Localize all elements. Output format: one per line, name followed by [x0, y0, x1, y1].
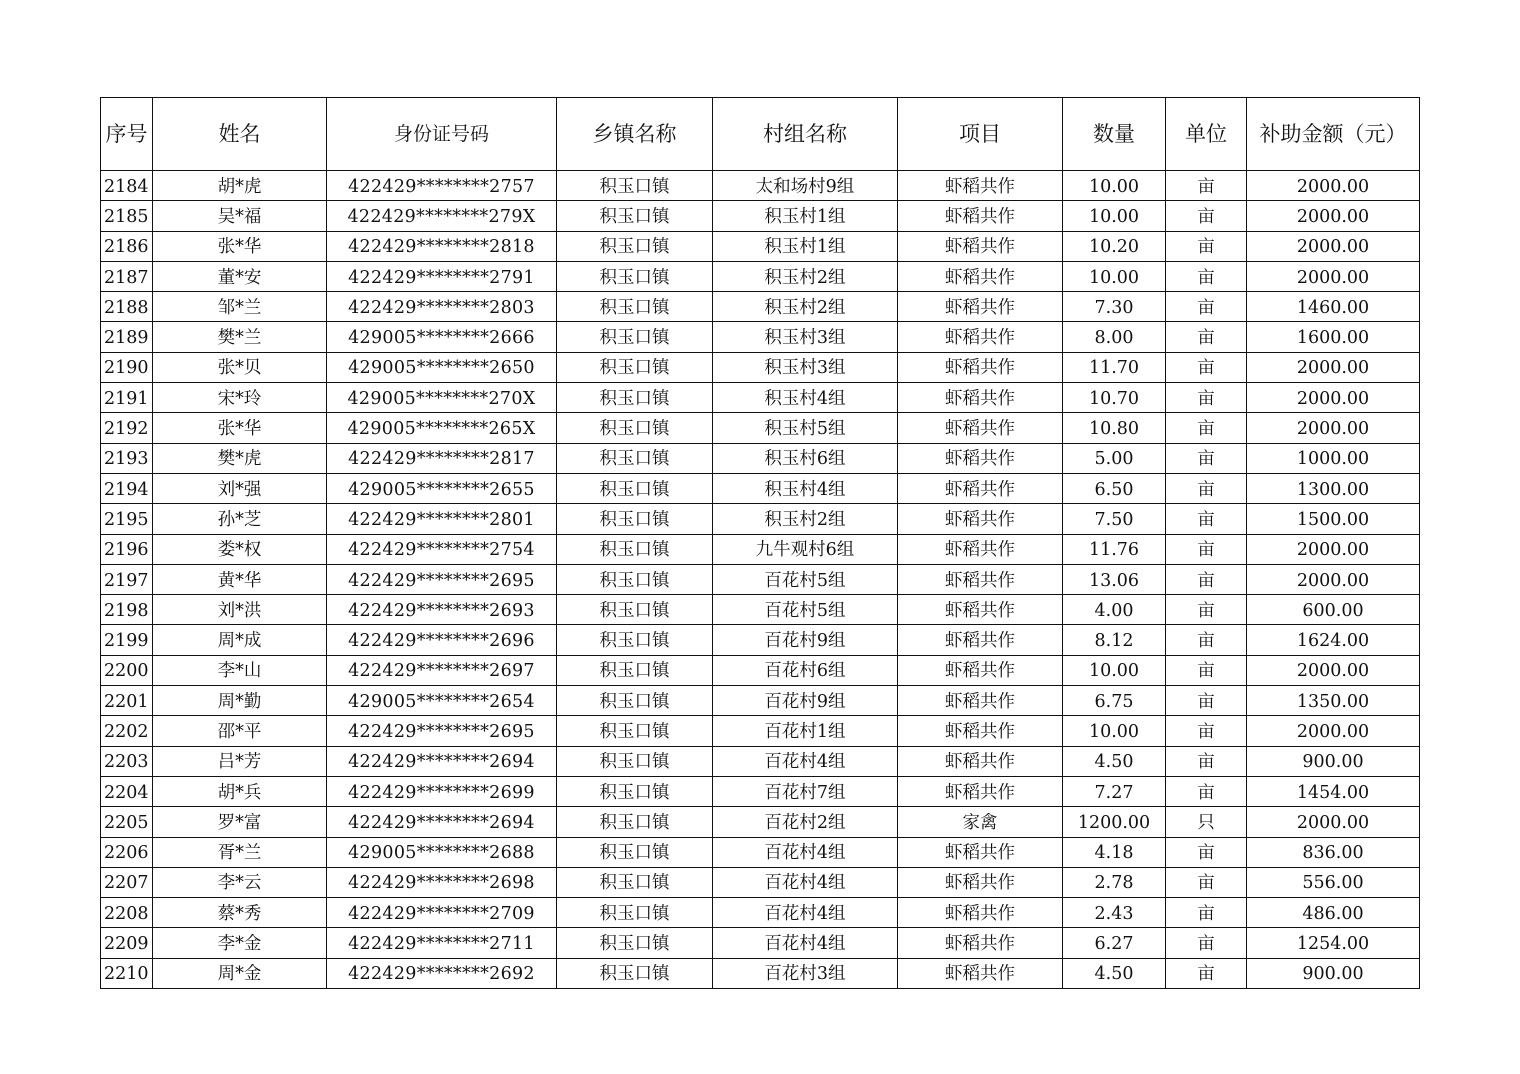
- cell-quantity: 1200.00: [1063, 807, 1166, 837]
- cell-village-group: 百花村5组: [713, 564, 898, 594]
- cell-name: 邹*兰: [153, 292, 327, 322]
- cell-village-group: 百花村7组: [713, 776, 898, 806]
- cell-seq: 2201: [101, 686, 153, 716]
- cell-subsidy: 600.00: [1247, 595, 1420, 625]
- cell-subsidy: 2000.00: [1247, 716, 1420, 746]
- cell-id-number: 422429********2754: [327, 534, 557, 564]
- cell-seq: 2195: [101, 504, 153, 534]
- cell-township: 积玉口镇: [557, 746, 713, 776]
- cell-name: 李*山: [153, 655, 327, 685]
- table-row: [101, 564, 1420, 594]
- cell-township: 积玉口镇: [557, 292, 713, 322]
- header-project: 项目: [898, 98, 1063, 171]
- cell-name: 周*成: [153, 625, 327, 655]
- cell-unit: 亩: [1166, 716, 1247, 746]
- cell-id-number: 422429********2818: [327, 231, 557, 261]
- cell-township: 积玉口镇: [557, 413, 713, 443]
- cell-quantity: 11.70: [1063, 352, 1166, 382]
- cell-id-number: 429005********2650: [327, 352, 557, 382]
- cell-id-number: 422429********2694: [327, 807, 557, 837]
- cell-subsidy: 1600.00: [1247, 322, 1420, 352]
- cell-name: 董*安: [153, 261, 327, 291]
- table-row: [101, 958, 1420, 988]
- cell-project: 虾稻共作: [898, 352, 1063, 382]
- header-quantity: 数量: [1063, 98, 1166, 171]
- cell-id-number: 422429********2803: [327, 292, 557, 322]
- cell-name: 宋*玲: [153, 383, 327, 413]
- cell-project: 虾稻共作: [898, 776, 1063, 806]
- cell-name: 孙*芝: [153, 504, 327, 534]
- cell-subsidy: 1500.00: [1247, 504, 1420, 534]
- cell-seq: 2199: [101, 625, 153, 655]
- cell-id-number: 422429********2791: [327, 261, 557, 291]
- cell-project: 虾稻共作: [898, 473, 1063, 503]
- cell-village-group: 积玉村5组: [713, 413, 898, 443]
- cell-village-group: 百花村3组: [713, 958, 898, 988]
- cell-unit: 亩: [1166, 686, 1247, 716]
- cell-quantity: 13.06: [1063, 564, 1166, 594]
- cell-id-number: 429005********265X: [327, 413, 557, 443]
- cell-name: 张*贝: [153, 352, 327, 382]
- cell-project: 虾稻共作: [898, 867, 1063, 897]
- cell-unit: 亩: [1166, 776, 1247, 806]
- table-row: [101, 383, 1420, 413]
- cell-project: 虾稻共作: [898, 292, 1063, 322]
- cell-id-number: 422429********2817: [327, 443, 557, 473]
- cell-township: 积玉口镇: [557, 473, 713, 503]
- cell-quantity: 10.20: [1063, 231, 1166, 261]
- cell-subsidy: 2000.00: [1247, 655, 1420, 685]
- cell-unit: 亩: [1166, 655, 1247, 685]
- cell-township: 积玉口镇: [557, 564, 713, 594]
- header-seq: 序号: [101, 98, 153, 171]
- cell-seq: 2190: [101, 352, 153, 382]
- cell-seq: 2205: [101, 807, 153, 837]
- cell-seq: 2206: [101, 837, 153, 867]
- cell-quantity: 7.30: [1063, 292, 1166, 322]
- cell-subsidy: 1000.00: [1247, 443, 1420, 473]
- cell-quantity: 8.00: [1063, 322, 1166, 352]
- cell-project: 虾稻共作: [898, 504, 1063, 534]
- cell-unit: 亩: [1166, 261, 1247, 291]
- table-row: [101, 171, 1420, 201]
- cell-name: 樊*虎: [153, 443, 327, 473]
- cell-quantity: 10.00: [1063, 201, 1166, 231]
- cell-subsidy: 1460.00: [1247, 292, 1420, 322]
- cell-village-group: 太和场村9组: [713, 171, 898, 201]
- cell-name: 胡*虎: [153, 171, 327, 201]
- cell-project: 虾稻共作: [898, 261, 1063, 291]
- cell-id-number: 422429********279X: [327, 201, 557, 231]
- cell-subsidy: 1454.00: [1247, 776, 1420, 806]
- cell-id-number: 422429********2697: [327, 655, 557, 685]
- cell-subsidy: 1350.00: [1247, 686, 1420, 716]
- cell-subsidy: 2000.00: [1247, 352, 1420, 382]
- cell-village-group: 百花村9组: [713, 625, 898, 655]
- cell-township: 积玉口镇: [557, 595, 713, 625]
- cell-seq: 2209: [101, 928, 153, 958]
- cell-seq: 2196: [101, 534, 153, 564]
- table-row: [101, 837, 1420, 867]
- table-row: [101, 716, 1420, 746]
- cell-id-number: 422429********2709: [327, 898, 557, 928]
- cell-project: 虾稻共作: [898, 171, 1063, 201]
- cell-township: 积玉口镇: [557, 655, 713, 685]
- cell-id-number: 422429********2695: [327, 564, 557, 594]
- cell-subsidy: 2000.00: [1247, 564, 1420, 594]
- cell-project: 虾稻共作: [898, 534, 1063, 564]
- cell-name: 刘*洪: [153, 595, 327, 625]
- cell-project: 虾稻共作: [898, 837, 1063, 867]
- cell-unit: 亩: [1166, 171, 1247, 201]
- cell-quantity: 10.70: [1063, 383, 1166, 413]
- cell-project: 虾稻共作: [898, 383, 1063, 413]
- cell-id-number: 422429********2757: [327, 171, 557, 201]
- cell-village-group: 百花村1组: [713, 716, 898, 746]
- cell-village-group: 积玉村2组: [713, 292, 898, 322]
- table-row: [101, 352, 1420, 382]
- cell-unit: 亩: [1166, 504, 1247, 534]
- cell-name: 邵*平: [153, 716, 327, 746]
- cell-unit: 亩: [1166, 231, 1247, 261]
- table-row: [101, 231, 1420, 261]
- cell-unit: 亩: [1166, 201, 1247, 231]
- table-row: [101, 473, 1420, 503]
- cell-quantity: 10.00: [1063, 171, 1166, 201]
- cell-subsidy: 2000.00: [1247, 807, 1420, 837]
- cell-name: 黄*华: [153, 564, 327, 594]
- cell-name: 李*云: [153, 867, 327, 897]
- table-row: [101, 292, 1420, 322]
- cell-name: 吴*福: [153, 201, 327, 231]
- cell-unit: 亩: [1166, 352, 1247, 382]
- table-row: [101, 807, 1420, 837]
- cell-subsidy: 2000.00: [1247, 534, 1420, 564]
- table-row: [101, 504, 1420, 534]
- cell-seq: 2191: [101, 383, 153, 413]
- cell-quantity: 5.00: [1063, 443, 1166, 473]
- cell-project: 虾稻共作: [898, 231, 1063, 261]
- cell-village-group: 九牛观村6组: [713, 534, 898, 564]
- cell-seq: 2193: [101, 443, 153, 473]
- cell-unit: 亩: [1166, 958, 1247, 988]
- cell-township: 积玉口镇: [557, 867, 713, 897]
- table-row: [101, 595, 1420, 625]
- cell-id-number: 429005********2655: [327, 473, 557, 503]
- table-row: [101, 928, 1420, 958]
- table-row: [101, 201, 1420, 231]
- cell-unit: 亩: [1166, 564, 1247, 594]
- table-body: [101, 171, 1420, 989]
- cell-name: 李*金: [153, 928, 327, 958]
- cell-project: 虾稻共作: [898, 655, 1063, 685]
- cell-name: 吕*芳: [153, 746, 327, 776]
- table-row: [101, 776, 1420, 806]
- table-row: [101, 443, 1420, 473]
- table-row: [101, 898, 1420, 928]
- cell-id-number: 429005********2654: [327, 686, 557, 716]
- cell-village-group: 百花村4组: [713, 746, 898, 776]
- cell-subsidy: 900.00: [1247, 958, 1420, 988]
- cell-quantity: 4.50: [1063, 746, 1166, 776]
- cell-project: 虾稻共作: [898, 958, 1063, 988]
- header-id-number: 身份证号码: [327, 98, 557, 171]
- cell-id-number: 422429********2801: [327, 504, 557, 534]
- cell-quantity: 2.78: [1063, 867, 1166, 897]
- cell-village-group: 积玉村6组: [713, 443, 898, 473]
- cell-subsidy: 486.00: [1247, 898, 1420, 928]
- cell-quantity: 4.18: [1063, 837, 1166, 867]
- cell-quantity: 6.75: [1063, 686, 1166, 716]
- cell-project: 虾稻共作: [898, 928, 1063, 958]
- cell-unit: 亩: [1166, 898, 1247, 928]
- cell-township: 积玉口镇: [557, 807, 713, 837]
- cell-seq: 2204: [101, 776, 153, 806]
- cell-id-number: 429005********2688: [327, 837, 557, 867]
- cell-village-group: 积玉村2组: [713, 261, 898, 291]
- cell-id-number: 429005********270X: [327, 383, 557, 413]
- cell-id-number: 422429********2698: [327, 867, 557, 897]
- header-village-group: 村组名称: [713, 98, 898, 171]
- header-township: 乡镇名称: [557, 98, 713, 171]
- cell-township: 积玉口镇: [557, 352, 713, 382]
- cell-unit: 亩: [1166, 292, 1247, 322]
- cell-id-number: 422429********2711: [327, 928, 557, 958]
- header-row: [101, 98, 1420, 171]
- cell-project: 虾稻共作: [898, 443, 1063, 473]
- cell-village-group: 积玉村1组: [713, 231, 898, 261]
- cell-quantity: 6.50: [1063, 473, 1166, 503]
- cell-unit: 亩: [1166, 837, 1247, 867]
- cell-subsidy: 836.00: [1247, 837, 1420, 867]
- cell-seq: 2189: [101, 322, 153, 352]
- cell-quantity: 8.12: [1063, 625, 1166, 655]
- cell-project: 虾稻共作: [898, 625, 1063, 655]
- cell-quantity: 7.50: [1063, 504, 1166, 534]
- cell-seq: 2186: [101, 231, 153, 261]
- cell-id-number: 422429********2696: [327, 625, 557, 655]
- cell-village-group: 百花村4组: [713, 837, 898, 867]
- cell-seq: 2185: [101, 201, 153, 231]
- cell-township: 积玉口镇: [557, 171, 713, 201]
- cell-name: 张*华: [153, 413, 327, 443]
- cell-id-number: 422429********2699: [327, 776, 557, 806]
- cell-subsidy: 2000.00: [1247, 261, 1420, 291]
- cell-quantity: 10.00: [1063, 655, 1166, 685]
- cell-seq: 2210: [101, 958, 153, 988]
- cell-village-group: 百花村2组: [713, 807, 898, 837]
- cell-project: 虾稻共作: [898, 413, 1063, 443]
- cell-township: 积玉口镇: [557, 928, 713, 958]
- cell-quantity: 2.43: [1063, 898, 1166, 928]
- cell-name: 胡*兵: [153, 776, 327, 806]
- cell-seq: 2194: [101, 473, 153, 503]
- cell-seq: 2187: [101, 261, 153, 291]
- cell-unit: 亩: [1166, 867, 1247, 897]
- table-row: [101, 534, 1420, 564]
- header-subsidy: 补助金额（元）: [1247, 98, 1420, 171]
- cell-project: 家禽: [898, 807, 1063, 837]
- table-row: [101, 625, 1420, 655]
- cell-seq: 2200: [101, 655, 153, 685]
- table-row: [101, 686, 1420, 716]
- table-row: [101, 413, 1420, 443]
- cell-village-group: 百花村4组: [713, 898, 898, 928]
- cell-unit: 亩: [1166, 625, 1247, 655]
- cell-name: 胥*兰: [153, 837, 327, 867]
- cell-quantity: 10.00: [1063, 261, 1166, 291]
- cell-seq: 2203: [101, 746, 153, 776]
- cell-village-group: 积玉村4组: [713, 473, 898, 503]
- cell-name: 樊*兰: [153, 322, 327, 352]
- cell-seq: 2192: [101, 413, 153, 443]
- cell-township: 积玉口镇: [557, 958, 713, 988]
- cell-village-group: 积玉村3组: [713, 322, 898, 352]
- cell-township: 积玉口镇: [557, 776, 713, 806]
- cell-name: 罗*富: [153, 807, 327, 837]
- cell-township: 积玉口镇: [557, 686, 713, 716]
- cell-village-group: 百花村5组: [713, 595, 898, 625]
- cell-name: 蔡*秀: [153, 898, 327, 928]
- header-unit: 单位: [1166, 98, 1247, 171]
- cell-project: 虾稻共作: [898, 322, 1063, 352]
- cell-quantity: 10.80: [1063, 413, 1166, 443]
- cell-quantity: 7.27: [1063, 776, 1166, 806]
- cell-township: 积玉口镇: [557, 383, 713, 413]
- cell-project: 虾稻共作: [898, 898, 1063, 928]
- cell-township: 积玉口镇: [557, 534, 713, 564]
- cell-subsidy: 1624.00: [1247, 625, 1420, 655]
- cell-unit: 亩: [1166, 746, 1247, 776]
- cell-township: 积玉口镇: [557, 716, 713, 746]
- cell-project: 虾稻共作: [898, 564, 1063, 594]
- cell-township: 积玉口镇: [557, 231, 713, 261]
- table-row: [101, 655, 1420, 685]
- header-name: 姓名: [153, 98, 327, 171]
- cell-name: 周*勤: [153, 686, 327, 716]
- cell-name: 娄*权: [153, 534, 327, 564]
- table-row: [101, 261, 1420, 291]
- cell-seq: 2208: [101, 898, 153, 928]
- cell-unit: 亩: [1166, 322, 1247, 352]
- cell-seq: 2188: [101, 292, 153, 322]
- cell-subsidy: 1254.00: [1247, 928, 1420, 958]
- subsidy-table: [100, 97, 1420, 989]
- cell-project: 虾稻共作: [898, 595, 1063, 625]
- table-row: [101, 746, 1420, 776]
- cell-unit: 亩: [1166, 413, 1247, 443]
- cell-seq: 2207: [101, 867, 153, 897]
- cell-quantity: 4.00: [1063, 595, 1166, 625]
- cell-subsidy: 1300.00: [1247, 473, 1420, 503]
- cell-township: 积玉口镇: [557, 504, 713, 534]
- cell-unit: 只: [1166, 807, 1247, 837]
- cell-township: 积玉口镇: [557, 625, 713, 655]
- cell-village-group: 百花村4组: [713, 867, 898, 897]
- cell-unit: 亩: [1166, 443, 1247, 473]
- cell-name: 刘*强: [153, 473, 327, 503]
- cell-seq: 2198: [101, 595, 153, 625]
- cell-village-group: 积玉村2组: [713, 504, 898, 534]
- cell-quantity: 6.27: [1063, 928, 1166, 958]
- cell-seq: 2197: [101, 564, 153, 594]
- table-row: [101, 322, 1420, 352]
- cell-township: 积玉口镇: [557, 201, 713, 231]
- cell-unit: 亩: [1166, 473, 1247, 503]
- cell-village-group: 百花村6组: [713, 655, 898, 685]
- cell-quantity: 11.76: [1063, 534, 1166, 564]
- cell-name: 张*华: [153, 231, 327, 261]
- cell-unit: 亩: [1166, 534, 1247, 564]
- cell-seq: 2184: [101, 171, 153, 201]
- cell-project: 虾稻共作: [898, 716, 1063, 746]
- cell-project: 虾稻共作: [898, 746, 1063, 776]
- cell-township: 积玉口镇: [557, 322, 713, 352]
- cell-id-number: 429005********2666: [327, 322, 557, 352]
- cell-subsidy: 2000.00: [1247, 231, 1420, 261]
- cell-project: 虾稻共作: [898, 686, 1063, 716]
- cell-village-group: 百花村4组: [713, 928, 898, 958]
- cell-project: 虾稻共作: [898, 201, 1063, 231]
- cell-township: 积玉口镇: [557, 837, 713, 867]
- cell-unit: 亩: [1166, 383, 1247, 413]
- cell-id-number: 422429********2695: [327, 716, 557, 746]
- cell-township: 积玉口镇: [557, 443, 713, 473]
- cell-subsidy: 900.00: [1247, 746, 1420, 776]
- cell-village-group: 积玉村4组: [713, 383, 898, 413]
- cell-subsidy: 556.00: [1247, 867, 1420, 897]
- cell-quantity: 4.50: [1063, 958, 1166, 988]
- cell-subsidy: 2000.00: [1247, 383, 1420, 413]
- table-row: [101, 867, 1420, 897]
- cell-unit: 亩: [1166, 928, 1247, 958]
- cell-township: 积玉口镇: [557, 898, 713, 928]
- cell-village-group: 百花村9组: [713, 686, 898, 716]
- cell-subsidy: 2000.00: [1247, 413, 1420, 443]
- cell-name: 周*金: [153, 958, 327, 988]
- cell-unit: 亩: [1166, 595, 1247, 625]
- cell-id-number: 422429********2694: [327, 746, 557, 776]
- cell-subsidy: 2000.00: [1247, 171, 1420, 201]
- cell-seq: 2202: [101, 716, 153, 746]
- cell-id-number: 422429********2692: [327, 958, 557, 988]
- cell-quantity: 10.00: [1063, 716, 1166, 746]
- cell-village-group: 积玉村1组: [713, 201, 898, 231]
- cell-village-group: 积玉村3组: [713, 352, 898, 382]
- cell-subsidy: 2000.00: [1247, 201, 1420, 231]
- cell-township: 积玉口镇: [557, 261, 713, 291]
- cell-id-number: 422429********2693: [327, 595, 557, 625]
